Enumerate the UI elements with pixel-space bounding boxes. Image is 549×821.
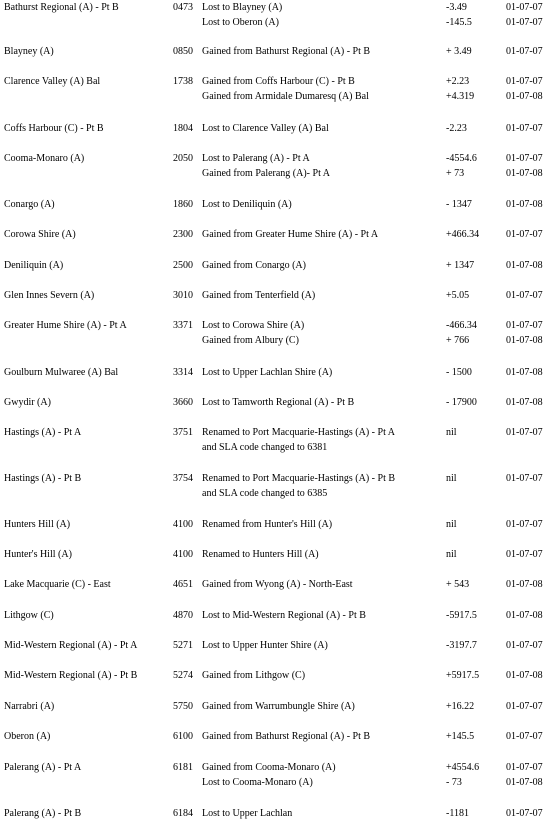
area-change: - 73 xyxy=(446,777,462,788)
area-change: -4554.6 xyxy=(446,153,477,164)
sla-code: 1804 xyxy=(173,123,193,134)
change-description-cell xyxy=(202,425,395,455)
sla-name: Hastings (A) - Pt A xyxy=(4,427,82,438)
sla-name: Glen Innes Severn (A) xyxy=(4,290,95,301)
area-change: - 1347 xyxy=(446,199,472,210)
effective-date-cell xyxy=(506,668,543,683)
change-description: Lost to Deniliquin (A) xyxy=(202,199,292,210)
area-change: + 73 xyxy=(446,168,465,179)
sla-code: 5274 xyxy=(173,670,193,681)
effective-date: 01-07-08 xyxy=(506,168,543,179)
area-change-cell xyxy=(446,760,479,790)
area-change-cell xyxy=(446,258,474,273)
effective-date-cell xyxy=(506,471,543,501)
change-description: Renamed to Port Macquarie-Hastings (A) - Pt A xyxy=(202,427,396,438)
effective-date-cell xyxy=(506,425,543,455)
sla-code: 4870 xyxy=(173,610,193,621)
effective-date: 01-07-08 xyxy=(506,670,543,681)
sla-name: Clarence Valley (A) Bal xyxy=(4,76,101,87)
sla-name: Corowa Shire (A) xyxy=(4,229,76,240)
sla-name: Palerang (A) - Pt B xyxy=(4,808,82,819)
sla-name: Hunter's Hill (A) xyxy=(4,549,72,560)
effective-date: 01-07-07 xyxy=(506,153,543,164)
effective-date-cell xyxy=(506,760,543,790)
area-change: nil xyxy=(446,519,457,530)
area-change: -1181 xyxy=(446,808,469,819)
change-description-cell xyxy=(202,395,354,410)
area-change-cell xyxy=(446,547,457,562)
effective-date: 01-07-08 xyxy=(506,777,543,788)
change-description-cell xyxy=(202,517,332,532)
area-change-cell xyxy=(446,197,472,212)
sla-code: 0850 xyxy=(173,46,193,57)
area-change: - 1500 xyxy=(446,367,472,378)
change-description: Gained from Coffs Harbour (C) - Pt B xyxy=(202,76,355,87)
effective-date: 01-07-07 xyxy=(506,320,543,331)
sla-name: Hunters Hill (A) xyxy=(4,519,71,530)
area-change-cell xyxy=(446,0,472,30)
effective-date-cell xyxy=(506,318,543,348)
effective-date: 01-07-07 xyxy=(506,17,543,28)
change-description: and SLA code changed to 6385 xyxy=(202,488,328,499)
change-description: Gained from Greater Hume Shire (A) - Pt A xyxy=(202,229,379,240)
area-change: -5917.5 xyxy=(446,610,477,621)
change-description-cell xyxy=(202,699,355,714)
effective-date: 01-07-07 xyxy=(506,290,543,301)
effective-date: 01-07-07 xyxy=(506,427,543,438)
sla-code: 3751 xyxy=(173,427,193,438)
area-change-cell xyxy=(446,151,477,181)
effective-date-cell xyxy=(506,638,543,653)
sla-code: 6100 xyxy=(173,731,193,742)
change-description: Renamed to Hunters Hill (A) xyxy=(202,549,319,560)
sla-name: Greater Hume Shire (A) - Pt A xyxy=(4,320,127,331)
area-change: nil xyxy=(446,549,457,560)
change-description: Gained from Conargo (A) xyxy=(202,260,306,271)
effective-date: 01-07-07 xyxy=(506,229,543,240)
effective-date-cell xyxy=(506,517,543,532)
area-change: - 17900 xyxy=(446,397,477,408)
change-description-cell xyxy=(202,44,370,59)
change-description: Lost to Oberon (A) xyxy=(202,17,279,28)
effective-date: 01-07-08 xyxy=(506,397,543,408)
sla-name: Blayney (A) xyxy=(4,46,54,57)
area-change: nil xyxy=(446,473,457,484)
area-change: +4554.6 xyxy=(446,762,480,773)
change-description: Lost to Upper Lachlan Shire (A) xyxy=(202,367,333,378)
effective-date: 01-07-08 xyxy=(506,579,543,590)
area-change: -3.49 xyxy=(446,2,467,13)
area-change: +2.23 xyxy=(446,76,470,87)
effective-date: 01-07-07 xyxy=(506,762,543,773)
effective-date: 01-07-08 xyxy=(506,335,543,346)
area-change: +16.22 xyxy=(446,701,475,712)
area-change-cell xyxy=(446,425,457,455)
effective-date-cell xyxy=(506,121,543,136)
area-change-cell xyxy=(446,577,469,592)
sla-code: 4100 xyxy=(173,549,193,560)
change-description: Gained from Albury (C) xyxy=(202,335,299,346)
effective-date-cell xyxy=(506,0,543,30)
change-description-cell xyxy=(202,74,369,104)
change-description: Lost to Palerang (A) - Pt A xyxy=(202,153,310,164)
change-description: Gained from Tenterfield (A) xyxy=(202,290,316,301)
sla-name: Bathurst Regional (A) - Pt B xyxy=(4,2,119,13)
change-description: Gained from Warrumbungle Shire (A) xyxy=(202,701,355,712)
area-change-cell xyxy=(446,395,477,410)
change-description-cell xyxy=(202,760,336,790)
area-change: nil xyxy=(446,427,457,438)
effective-date: 01-07-07 xyxy=(506,549,543,560)
area-change: -2.23 xyxy=(446,123,467,134)
change-description-cell xyxy=(202,638,328,653)
change-description-cell xyxy=(202,668,305,683)
effective-date-cell xyxy=(506,74,543,104)
change-description-cell xyxy=(202,608,366,623)
area-change-cell xyxy=(446,806,469,821)
area-change: +466.34 xyxy=(446,229,480,240)
area-change: -145.5 xyxy=(446,17,472,28)
sla-name: Mid-Western Regional (A) - Pt A xyxy=(4,640,138,651)
change-description: Renamed from Hunter's Hill (A) xyxy=(202,519,333,530)
change-description: Gained from Wyong (A) - North-East xyxy=(202,579,353,590)
effective-date: 01-07-08 xyxy=(506,91,543,102)
effective-date-cell xyxy=(506,729,543,744)
sla-code: 4100 xyxy=(173,519,193,530)
change-description-cell xyxy=(202,806,292,821)
sla-code: 3371 xyxy=(173,320,193,331)
change-description: Lost to Corowa Shire (A) xyxy=(202,320,305,331)
sla-code: 5271 xyxy=(173,640,193,651)
change-description: Lost to Tamworth Regional (A) - Pt B xyxy=(202,397,355,408)
area-change: + 3.49 xyxy=(446,46,472,57)
change-description-cell xyxy=(202,318,304,348)
effective-date: 01-07-07 xyxy=(506,76,543,87)
effective-date: 01-07-08 xyxy=(506,367,543,378)
change-description: Gained from Bathurst Regional (A) - Pt B xyxy=(202,46,371,57)
change-description-cell xyxy=(202,365,332,380)
effective-date: 01-07-07 xyxy=(506,2,543,13)
effective-date xyxy=(506,486,543,501)
sla-name: Lake Macquarie (C) - East xyxy=(4,579,111,590)
change-description: Lost to Mid-Western Regional (A) - Pt B xyxy=(202,610,366,621)
change-description: Lost to Cooma-Monaro (A) xyxy=(202,777,313,788)
sla-code: 1860 xyxy=(173,199,193,210)
area-change-cell xyxy=(446,608,477,623)
change-description: Lost to Clarence Valley (A) Bal xyxy=(202,123,329,134)
change-description: and SLA code changed to 6381 xyxy=(202,442,328,453)
effective-date: 01-07-07 xyxy=(506,731,543,742)
change-description-cell xyxy=(202,471,395,501)
area-change-cell xyxy=(446,288,469,303)
effective-date: 01-07-07 xyxy=(506,473,543,484)
sla-code: 2050 xyxy=(173,153,193,164)
change-description-cell xyxy=(202,227,378,242)
area-change: + 1347 xyxy=(446,260,475,271)
effective-date-cell xyxy=(506,806,543,821)
area-change-cell xyxy=(446,44,472,59)
change-description: Gained from Bathurst Regional (A) - Pt B xyxy=(202,731,371,742)
sla-code: 3660 xyxy=(173,397,193,408)
area-change-cell xyxy=(446,517,457,532)
sla-code: 6181 xyxy=(173,762,193,773)
change-description-cell xyxy=(202,258,306,273)
sla-name: Lithgow (C) xyxy=(4,610,54,621)
area-change-cell xyxy=(446,471,457,501)
area-change xyxy=(446,486,457,501)
change-description: Gained from Palerang (A)- Pt A xyxy=(202,168,331,179)
change-description: Gained from Lithgow (C) xyxy=(202,670,306,681)
effective-date-cell xyxy=(506,699,543,714)
effective-date-cell xyxy=(506,365,543,380)
area-change: +145.5 xyxy=(446,731,475,742)
area-change-cell xyxy=(446,74,474,104)
sla-name: Mid-Western Regional (A) - Pt B xyxy=(4,670,138,681)
area-change-cell xyxy=(446,227,479,242)
change-description-cell xyxy=(202,0,282,30)
area-change: -3197.7 xyxy=(446,640,477,651)
effective-date: 01-07-08 xyxy=(506,610,543,621)
change-description: Lost to Upper Hunter Shire (A) xyxy=(202,640,328,651)
area-change-cell xyxy=(446,729,474,744)
change-description: Gained from Armidale Dumaresq (A) Bal xyxy=(202,91,369,102)
change-description: Gained from Cooma-Monaro (A) xyxy=(202,762,336,773)
area-change: +5917.5 xyxy=(446,670,480,681)
effective-date: 01-07-08 xyxy=(506,260,543,271)
area-change: +5.05 xyxy=(446,290,470,301)
area-change-cell xyxy=(446,638,477,653)
change-description: Lost to Upper Lachlan xyxy=(202,808,293,819)
effective-date: 01-07-07 xyxy=(506,808,543,819)
sla-code: 5750 xyxy=(173,701,193,712)
sla-code: 0473 xyxy=(173,2,193,13)
area-change-cell xyxy=(446,121,467,136)
effective-date: 01-07-07 xyxy=(506,640,543,651)
change-description-cell xyxy=(202,547,319,562)
change-description-cell xyxy=(202,288,315,303)
area-change: + 766 xyxy=(446,335,470,346)
effective-date-cell xyxy=(506,44,543,59)
sla-code: 3010 xyxy=(173,290,193,301)
area-change-cell xyxy=(446,365,472,380)
sla-name: Goulburn Mulwaree (A) Bal xyxy=(4,367,119,378)
sla-code: 2500 xyxy=(173,260,193,271)
area-change-cell xyxy=(446,699,474,714)
sla-name: Palerang (A) - Pt A xyxy=(4,762,82,773)
effective-date-cell xyxy=(506,227,543,242)
change-description-cell xyxy=(202,121,329,136)
sla-code: 1738 xyxy=(173,76,193,87)
effective-date-cell xyxy=(506,547,543,562)
effective-date-cell xyxy=(506,395,543,410)
area-change: +4.319 xyxy=(446,91,475,102)
area-change xyxy=(446,440,457,455)
change-description-cell xyxy=(202,151,330,181)
sla-name: Deniliquin (A) xyxy=(4,260,64,271)
change-description-cell xyxy=(202,577,353,592)
effective-date: 01-07-07 xyxy=(506,123,543,134)
effective-date-cell xyxy=(506,151,543,181)
sla-name: Coffs Harbour (C) - Pt B xyxy=(4,123,104,134)
effective-date-cell xyxy=(506,288,543,303)
sla-code: 3754 xyxy=(173,473,193,484)
effective-date-cell xyxy=(506,258,543,273)
area-change: + 543 xyxy=(446,579,470,590)
sla-name: Gwydir (A) xyxy=(4,397,51,408)
effective-date xyxy=(506,440,543,455)
change-description: Renamed to Port Macquarie-Hastings (A) - Pt B xyxy=(202,473,396,484)
change-description-cell xyxy=(202,729,370,744)
sla-code: 6184 xyxy=(173,808,193,819)
sla-code: 3314 xyxy=(173,367,193,378)
effective-date-cell xyxy=(506,577,543,592)
sla-code: 4651 xyxy=(173,579,193,590)
sla-name: Narrabri (A) xyxy=(4,701,55,712)
area-change-cell xyxy=(446,668,479,683)
sla-name: Conargo (A) xyxy=(4,199,55,210)
area-change-cell xyxy=(446,318,477,348)
change-description-cell xyxy=(202,197,292,212)
effective-date-cell xyxy=(506,608,543,623)
change-description: Lost to Blayney (A) xyxy=(202,2,283,13)
sla-name: Cooma-Monaro (A) xyxy=(4,153,85,164)
effective-date: 01-07-07 xyxy=(506,46,543,57)
sla-name: Hastings (A) - Pt B xyxy=(4,473,82,484)
sla-name: Oberon (A) xyxy=(4,731,51,742)
sla-code: 2300 xyxy=(173,229,193,240)
effective-date: 01-07-07 xyxy=(506,701,543,712)
effective-date: 01-07-08 xyxy=(506,199,543,210)
effective-date-cell xyxy=(506,197,543,212)
area-change: -466.34 xyxy=(446,320,477,331)
effective-date: 01-07-07 xyxy=(506,519,543,530)
